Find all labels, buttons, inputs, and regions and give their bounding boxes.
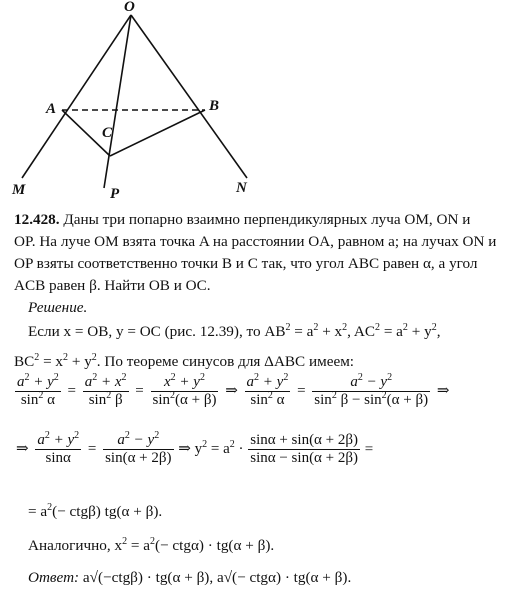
- problem-line-2: OP. На луче OM взята точка A на расстоянии OA, равном a; на лучах ON и: [14, 233, 497, 250]
- label-m: M: [12, 182, 26, 198]
- equation-2: ⇒ $\frac{a^2 + y^2}{\sin\alpha}$ = $\frac{a^2 - y^2}{\sin(\alpha + 2\beta)}$ ⇒ $y^2 = a^2$ · $\frac{\sin\alpha + \sin(\alpha + 2\beta)}{\sin\alpha - \sin(\alpha + 2\beta)}$ =: [16, 430, 374, 467]
- eq2-implies-y: ⇒ $y^2 = a^2$ ·: [178, 439, 248, 458]
- bc-b: = x: [39, 353, 64, 370]
- label-o: O: [124, 0, 135, 15]
- bc-d: . По теореме синусов для ΔABC имеем:: [96, 353, 355, 370]
- sup-bc: 2: [34, 352, 40, 363]
- sup-a1: 2: [313, 322, 319, 333]
- analog-line: Аналогично, $x^2 = a^2(- ctg\alpha) \cdot tg(\alpha + \beta)$.: [28, 536, 275, 554]
- eq1-frac-5: $\frac{a^2 - y^2}{\sin^2 \beta - \sin^2(\alpha + \beta)}$: [314, 372, 429, 409]
- sup-y1: 2: [431, 322, 437, 333]
- answer-label: Ответ:: [28, 569, 80, 586]
- answer-line: [28, 570, 351, 585]
- label-n: N: [236, 180, 247, 196]
- solution-line-if: [28, 324, 440, 339]
- bc-c: + y: [68, 353, 92, 370]
- ray-on: [131, 15, 247, 178]
- sup-x2: 2: [63, 352, 69, 363]
- sup-ac: 2: [375, 322, 381, 333]
- eq2-frac-1: $\frac{a^2 + y^2}{\sin\alpha}$: [37, 430, 80, 467]
- eq1-frac-1: $\frac{a^2 + y^2}{\sin^2 \alpha}$: [17, 372, 59, 409]
- eq1-frac-2: $\frac{a^2 + x^2}{\sin^2 \beta}$: [84, 372, 127, 409]
- label-p: P: [110, 186, 120, 202]
- if-text: Если x = OB, y = OC (рис. 12.39), то AB: [28, 323, 286, 340]
- problem-line-3: OP взяты соответственно точки B и C так, что угол ABC равен α, а угол: [14, 255, 478, 272]
- solution-heading: Решение.: [28, 299, 88, 316]
- implies-arrow-1: ⇒: [225, 383, 238, 400]
- segment-bc: [110, 110, 205, 156]
- sup-ab: 2: [285, 322, 291, 333]
- eq2-frac-3: $\frac{\sin\alpha + \sin(\alpha + 2\beta)}{\sin\alpha - \sin(\alpha + 2\beta)}$: [250, 432, 359, 467]
- geometry-figure: [0, 0, 518, 210]
- problem-line-4: ACB равен β. Найти OB и OC.: [14, 277, 211, 294]
- eq1-frac-4: $\frac{a^2 + y^2}{\sin^2 \alpha}$: [246, 372, 289, 409]
- sup-y2: 2: [91, 352, 97, 363]
- eq2-frac-2: $\frac{a^2 - y^2}{\sin(\alpha + 2\beta)}$: [105, 430, 172, 467]
- bc-a: BC: [14, 353, 35, 370]
- label-a: A: [46, 101, 57, 117]
- sup-x1: 2: [342, 322, 348, 333]
- if-text-g: ,: [436, 323, 441, 340]
- equation-3: = $a^2(- ctg\beta) tg(\alpha + \beta)$.: [28, 502, 163, 520]
- if-text-c: + x: [318, 323, 343, 340]
- label-b: B: [209, 98, 220, 114]
- problem-line-1: [14, 212, 470, 227]
- sup-a2: 2: [402, 322, 408, 333]
- eq2-tail: =: [364, 441, 374, 458]
- if-text-e: = a: [380, 323, 403, 340]
- problem-line-1-text: Даны три попарно взаимно перпендикулярных луча OM, ON и: [59, 211, 471, 228]
- if-text-f: + y: [407, 323, 432, 340]
- eq1-frac-3: $\frac{x^2 + y^2}{\sin^2(\alpha + \beta)}$: [152, 372, 217, 409]
- ray-op: [104, 15, 131, 188]
- if-text-d: , AC: [347, 323, 376, 340]
- if-text-b: = a: [290, 323, 314, 340]
- answer-text: a√(−ctgβ) · tg(α + β), a√(− ctgα) · tg(α + β).: [79, 569, 352, 586]
- implies-arrow-2: ⇒: [436, 383, 450, 400]
- problem-number: 12.428.: [14, 211, 60, 228]
- solution-line-bc: [14, 354, 354, 369]
- equation-1: $\frac{a^2 + y^2}{\sin^2 \alpha}$ = $\frac{a^2 + x^2}{\sin^2 \beta}$ = $\frac{x^2 + y^2}{\sin^2(\alpha + \beta)}$ ⇒ $\frac{a^2 + y^2}{\sin^2 \alpha}$ = $\frac{a^2 - y^2}{\sin^2 \beta - \sin^2(\alpha + \beta)}$ ⇒: [17, 372, 450, 409]
- implies-arrow-3: ⇒: [16, 441, 29, 458]
- label-c: C: [102, 125, 113, 141]
